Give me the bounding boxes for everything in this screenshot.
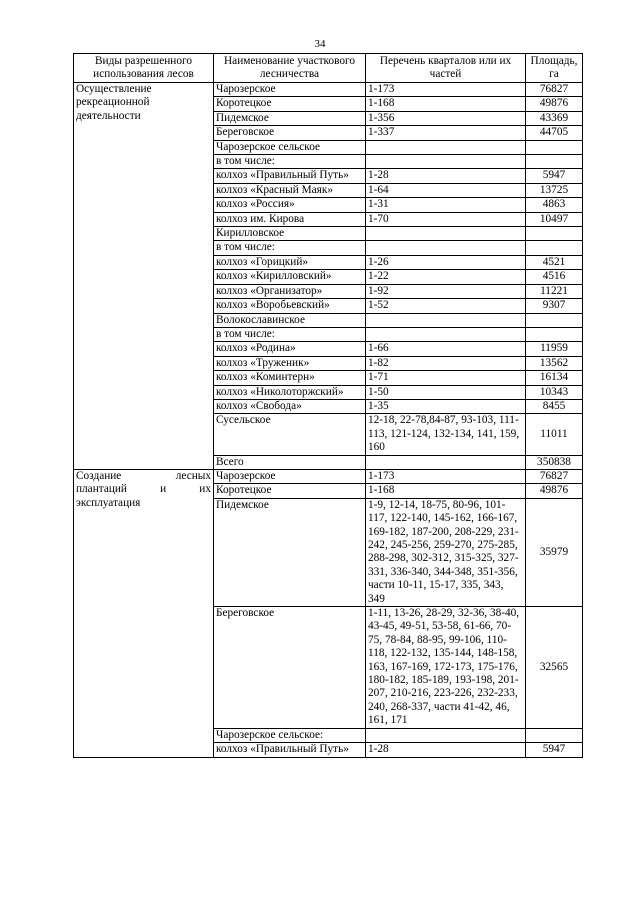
forestry-name-cell: колхоз «Воробьевский» — [214, 299, 366, 313]
area-cell: 5947 — [526, 169, 583, 183]
area-cell: 76827 — [526, 469, 583, 483]
area-cell — [526, 313, 583, 327]
quarters-cell: 1-9, 12-14, 18-75, 80-96, 101-117, 122-140, 145-162, 166-167, 169-182, 187-200, 208-229, 231-242, 245-256, 259-270, 275-285, 288-298, 302-312, 315-325, 327-331, 336-340, 344-348, 351-356, части 10-11, 15-17, 335, 343, 349 — [366, 498, 526, 606]
area-cell — [526, 241, 583, 255]
area-cell: 350838 — [526, 455, 583, 469]
quarters-cell: 1-22 — [366, 270, 526, 284]
quarters-cell: 1-35 — [366, 399, 526, 413]
area-cell — [526, 728, 583, 742]
quarters-cell: 1-28 — [366, 169, 526, 183]
area-cell: 44705 — [526, 126, 583, 140]
area-cell: 11959 — [526, 342, 583, 356]
table-row — [74, 83, 583, 97]
quarters-cell: 1-11, 13-26, 28-29, 32-36, 38-40, 43-45, 49-51, 53-58, 61-66, 70-75, 78-84, 88-95, 99-106, 110-118, 122-132, 135-144, 148-158, 163, 167-169, 172-173, 175-176, 180-182, 185-189, 193-198, 201-207, 210-216, 223-226, 232-233, 240, 268-337, части 41-42, 46, 161, 171 — [366, 607, 526, 729]
quarters-cell: 1-168 — [366, 97, 526, 111]
header-quarters: Перечень кварталов или их частей — [366, 54, 526, 83]
forestry-name-cell: в том числе: — [214, 327, 366, 341]
area-cell: 35979 — [526, 498, 583, 606]
quarters-cell: 1-173 — [366, 469, 526, 483]
table-header-row — [74, 54, 583, 83]
area-cell: 11011 — [526, 414, 583, 455]
section-plantations — [74, 469, 583, 757]
forestry-name-cell: Береговское — [214, 607, 366, 729]
forestry-name-cell: Чарозерское — [214, 83, 366, 97]
header-area: Площадь, га — [526, 54, 583, 83]
quarters-cell — [366, 327, 526, 341]
area-cell: 16134 — [526, 371, 583, 385]
area-cell: 76827 — [526, 83, 583, 97]
forestry-name-cell: колхоз «Кирилловский» — [214, 270, 366, 284]
forestry-name-cell: колхоз «Правильный Путь» — [214, 743, 366, 757]
forestry-name-cell: Кирилловское — [214, 227, 366, 241]
quarters-cell: 12-18, 22-78,84-87, 93-103, 111-113, 121-124, 132-134, 141, 159, 160 — [366, 414, 526, 455]
quarters-cell: 1-50 — [366, 385, 526, 399]
quarters-cell: 1-168 — [366, 484, 526, 498]
forestry-name-cell: колхоз «Горицкий» — [214, 255, 366, 269]
quarters-cell — [366, 227, 526, 241]
quarters-cell: 1-71 — [366, 371, 526, 385]
page-number: 34 — [314, 38, 326, 50]
forestry-name-cell: колхоз «Коминтерн» — [214, 371, 366, 385]
forestry-name-cell: в том числе: — [214, 241, 366, 255]
use-type-cell: Создание лесных плантаций и их эксплуатация — [74, 469, 214, 757]
area-cell: 11221 — [526, 284, 583, 298]
area-cell: 10497 — [526, 212, 583, 226]
use-type-cell: Осуществление рекреационной деятельности — [74, 83, 214, 470]
forestry-name-cell: Береговское — [214, 126, 366, 140]
area-cell: 43369 — [526, 111, 583, 125]
forestry-name-cell: колхоз «Труженик» — [214, 356, 366, 370]
area-cell: 8455 — [526, 399, 583, 413]
quarters-cell: 1-70 — [366, 212, 526, 226]
quarters-cell: 1-28 — [366, 743, 526, 757]
header-use-type: Виды разрешенного использования лесов — [74, 54, 214, 83]
area-cell: 4521 — [526, 255, 583, 269]
area-cell: 5947 — [526, 743, 583, 757]
forestry-name-cell: колхоз «Родина» — [214, 342, 366, 356]
forestry-name-cell: Коротецкое — [214, 484, 366, 498]
header-forestry-name: Наименование участкового лесничества — [214, 54, 366, 83]
quarters-cell: 1-82 — [366, 356, 526, 370]
quarters-cell: 1-337 — [366, 126, 526, 140]
area-cell — [526, 155, 583, 169]
forestry-name-cell: Чарозерское сельское — [214, 140, 366, 154]
forestry-name-cell: Чарозерское сельское: — [214, 728, 366, 742]
area-cell — [526, 227, 583, 241]
forestry-name-cell: колхоз «Правильный Путь» — [214, 169, 366, 183]
area-cell: 13725 — [526, 183, 583, 197]
section-recreation — [74, 83, 583, 470]
forestry-name-cell: Всего — [214, 455, 366, 469]
quarters-cell: 1-31 — [366, 198, 526, 212]
area-cell: 9307 — [526, 299, 583, 313]
quarters-cell — [366, 728, 526, 742]
area-cell — [526, 140, 583, 154]
quarters-cell: 1-66 — [366, 342, 526, 356]
area-cell: 4863 — [526, 198, 583, 212]
area-cell: 4516 — [526, 270, 583, 284]
forestry-name-cell: Сусельское — [214, 414, 366, 455]
area-cell: 49876 — [526, 97, 583, 111]
quarters-cell: 1-173 — [366, 83, 526, 97]
forestry-name-cell: колхоз «Николоторжский» — [214, 385, 366, 399]
forest-use-table — [73, 53, 583, 758]
forestry-name-cell: Чарозерское — [214, 469, 366, 483]
quarters-cell: 1-64 — [366, 183, 526, 197]
area-cell: 10343 — [526, 385, 583, 399]
quarters-cell: 1-356 — [366, 111, 526, 125]
area-cell: 32565 — [526, 607, 583, 729]
forestry-name-cell: колхоз «Красный Маяк» — [214, 183, 366, 197]
forestry-name-cell: колхоз «Россия» — [214, 198, 366, 212]
quarters-cell: 1-92 — [366, 284, 526, 298]
table-row — [74, 469, 583, 483]
forestry-name-cell: в том числе: — [214, 155, 366, 169]
quarters-cell: 1-52 — [366, 299, 526, 313]
area-cell: 49876 — [526, 484, 583, 498]
forestry-name-cell: Пидемское — [214, 498, 366, 606]
area-cell — [526, 327, 583, 341]
quarters-cell — [366, 455, 526, 469]
forestry-name-cell: колхоз им. Кирова — [214, 212, 366, 226]
quarters-cell — [366, 140, 526, 154]
forestry-name-cell: колхоз «Организатор» — [214, 284, 366, 298]
forestry-name-cell: колхоз «Свобода» — [214, 399, 366, 413]
area-cell: 13562 — [526, 356, 583, 370]
forestry-name-cell: Пидемское — [214, 111, 366, 125]
quarters-cell — [366, 313, 526, 327]
forestry-name-cell: Волокославинское — [214, 313, 366, 327]
quarters-cell — [366, 155, 526, 169]
quarters-cell — [366, 241, 526, 255]
forestry-name-cell: Коротецкое — [214, 97, 366, 111]
quarters-cell: 1-26 — [366, 255, 526, 269]
